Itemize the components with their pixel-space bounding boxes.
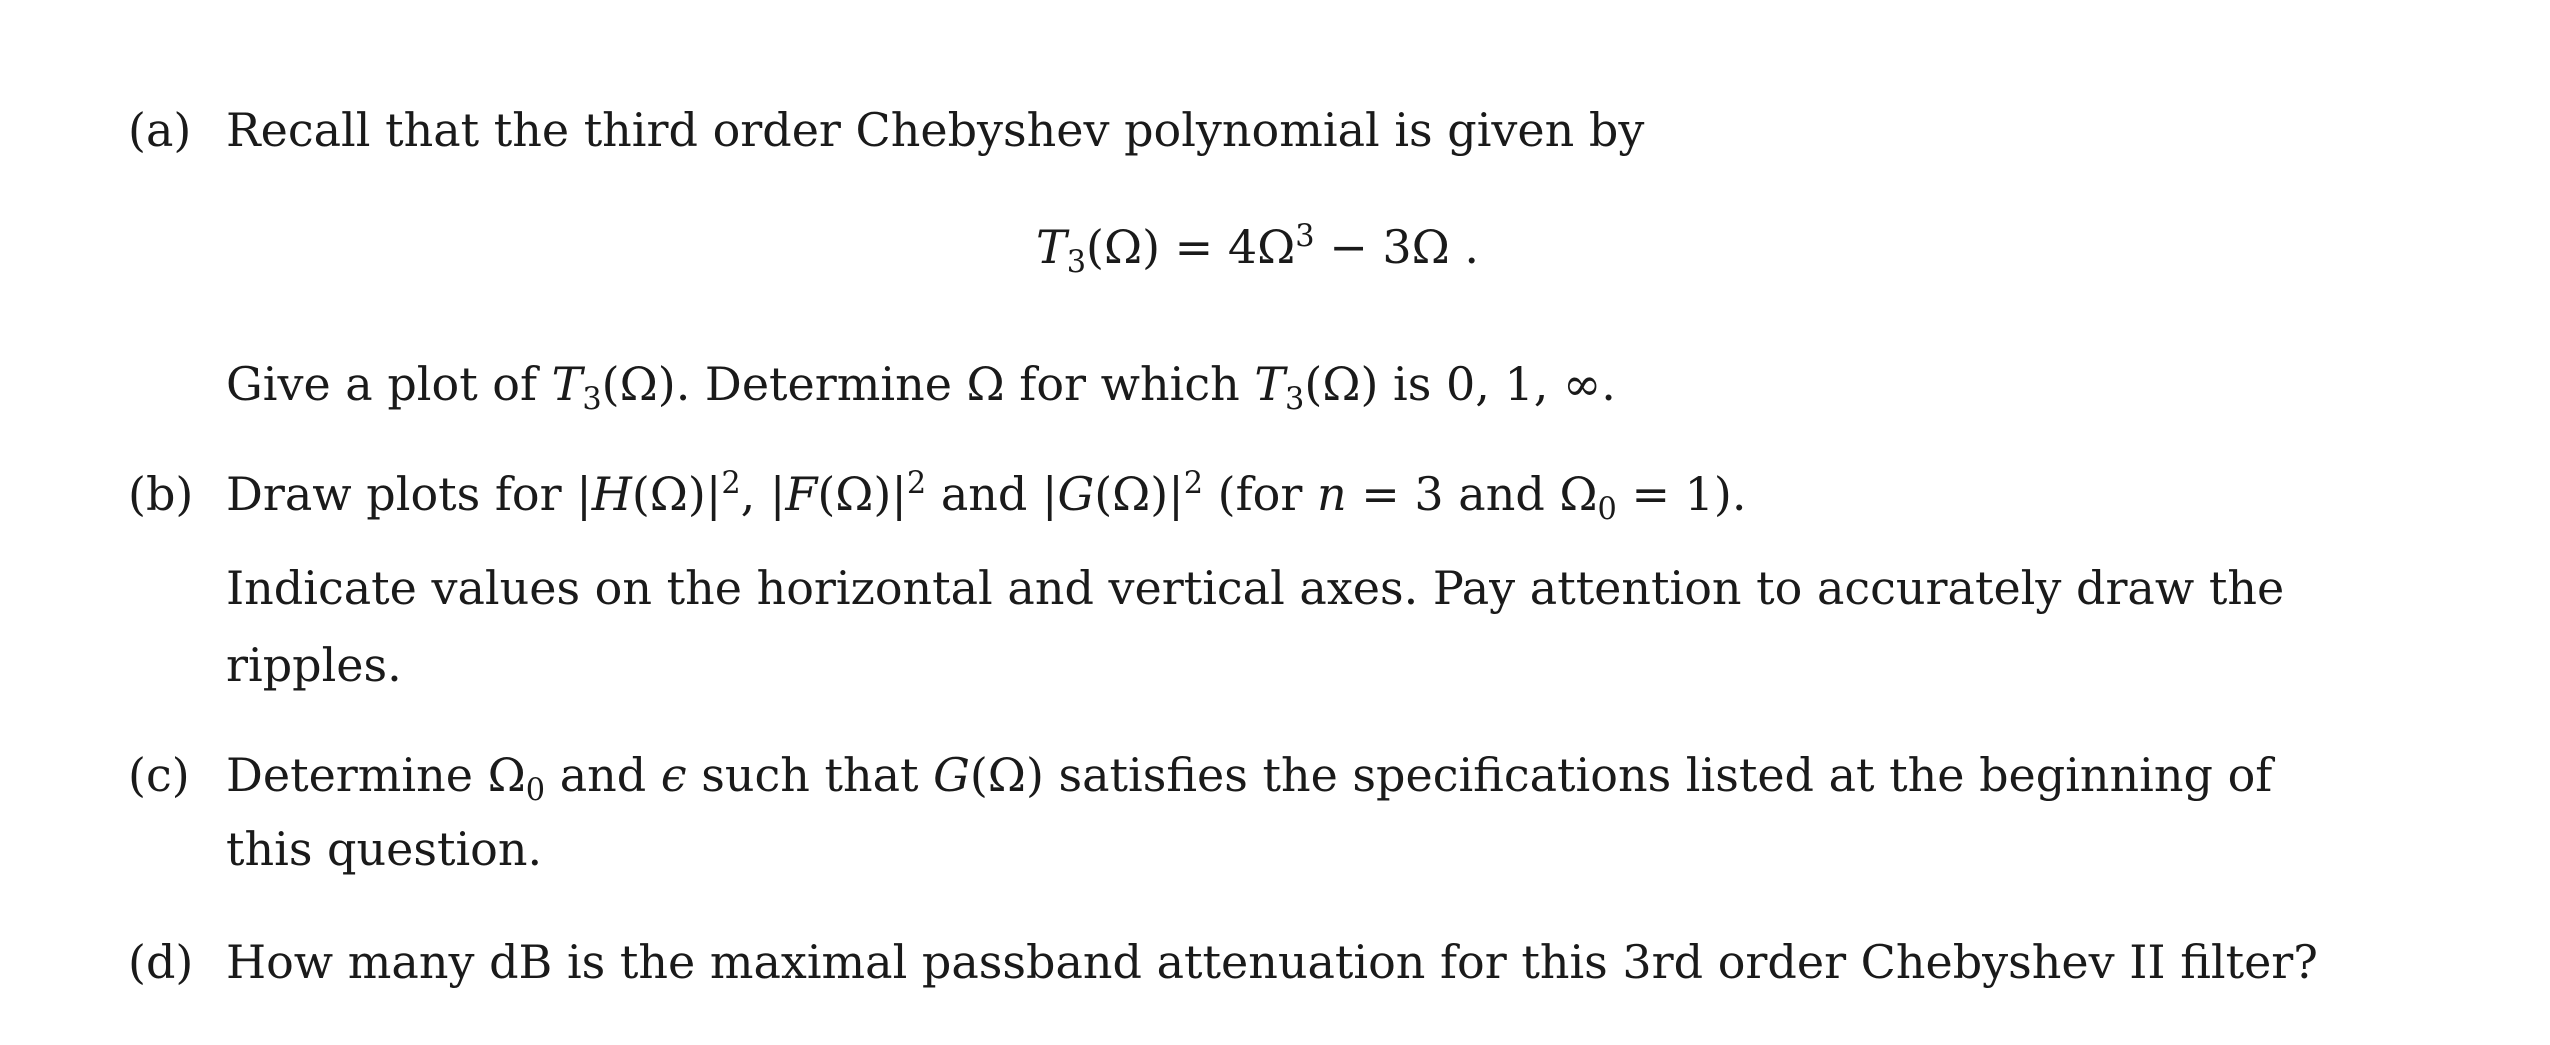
eq-rhs: − 3Ω . (1314, 220, 1480, 274)
item-a-follow-sub2: 3 (1285, 381, 1305, 417)
item-b-p7: (for (1203, 467, 1317, 521)
eq-T-subscript: 3 (1066, 244, 1087, 280)
item-d-label: (d) (128, 935, 194, 989)
item-b-line3: ripples. (226, 638, 402, 692)
item-b-line2: Indicate values on the horizontal and vertical axes. Pay attention to accurately draw the (226, 561, 2285, 615)
item-b-p2: (Ω)| (631, 467, 722, 521)
item-b-sq1: 2 (721, 466, 741, 502)
item-b-H: H (591, 467, 632, 521)
item-c-p1: Determine Ω (226, 748, 526, 802)
item-c-line1 (226, 748, 2273, 808)
item-d-text: How many dB is the maximal passband attenuation for this 3rd order Chebyshev II filter? (226, 935, 2318, 989)
item-a-followup (226, 357, 1616, 417)
item-b-G: G (1057, 467, 1095, 521)
item-b-p3: , | (740, 467, 786, 521)
eq-T: T (1036, 220, 1067, 274)
eq-cube: 3 (1295, 219, 1315, 255)
eq-arg: (Ω) = 4Ω (1086, 220, 1296, 274)
item-a-follow-p2: (Ω). Determine Ω for which (601, 357, 1255, 411)
item-b-sq2: 2 (906, 466, 927, 502)
item-a-follow-T2: T (1254, 357, 1286, 411)
item-a-label: (a) (128, 103, 192, 157)
item-a-follow-p1: Give a plot of (226, 357, 552, 411)
item-c-G: G (933, 748, 970, 802)
item-a-intro: Recall that the third order Chebyshev polynomial is given by (226, 103, 1645, 157)
item-b-p1: Draw plots for | (226, 467, 592, 521)
item-c-zero: 0 (525, 772, 546, 808)
item-b-p6: (Ω)| (1094, 467, 1184, 521)
item-a-follow-p3: (Ω) is 0, 1, ∞. (1304, 357, 1616, 411)
item-c-p3: such that (686, 748, 934, 802)
item-a-follow-T: T (551, 357, 583, 411)
item-b-F: F (785, 467, 818, 521)
item-b-p5: and | (926, 467, 1058, 521)
item-b-p4: (Ω)| (817, 467, 907, 521)
item-a-follow-sub: 3 (582, 381, 602, 417)
item-c-label: (c) (128, 748, 190, 802)
item-b-p8: = 3 and Ω (1346, 467, 1598, 521)
chebyshev-equation (1036, 219, 1480, 280)
item-b-sq3: 2 (1183, 466, 1204, 502)
item-b-p9: = 1). (1616, 467, 1747, 521)
item-c-p2: and (545, 748, 661, 802)
item-c-p4: (Ω) satisfies the specifications listed at the beginning of (969, 748, 2273, 802)
item-b-n: n (1316, 467, 1347, 521)
item-b-label: (b) (128, 467, 194, 521)
item-c-eps: ϵ (660, 748, 687, 802)
item-b-line1 (226, 466, 1747, 527)
item-c-line2: this question. (226, 822, 543, 876)
item-b-zero: 0 (1597, 491, 1617, 527)
